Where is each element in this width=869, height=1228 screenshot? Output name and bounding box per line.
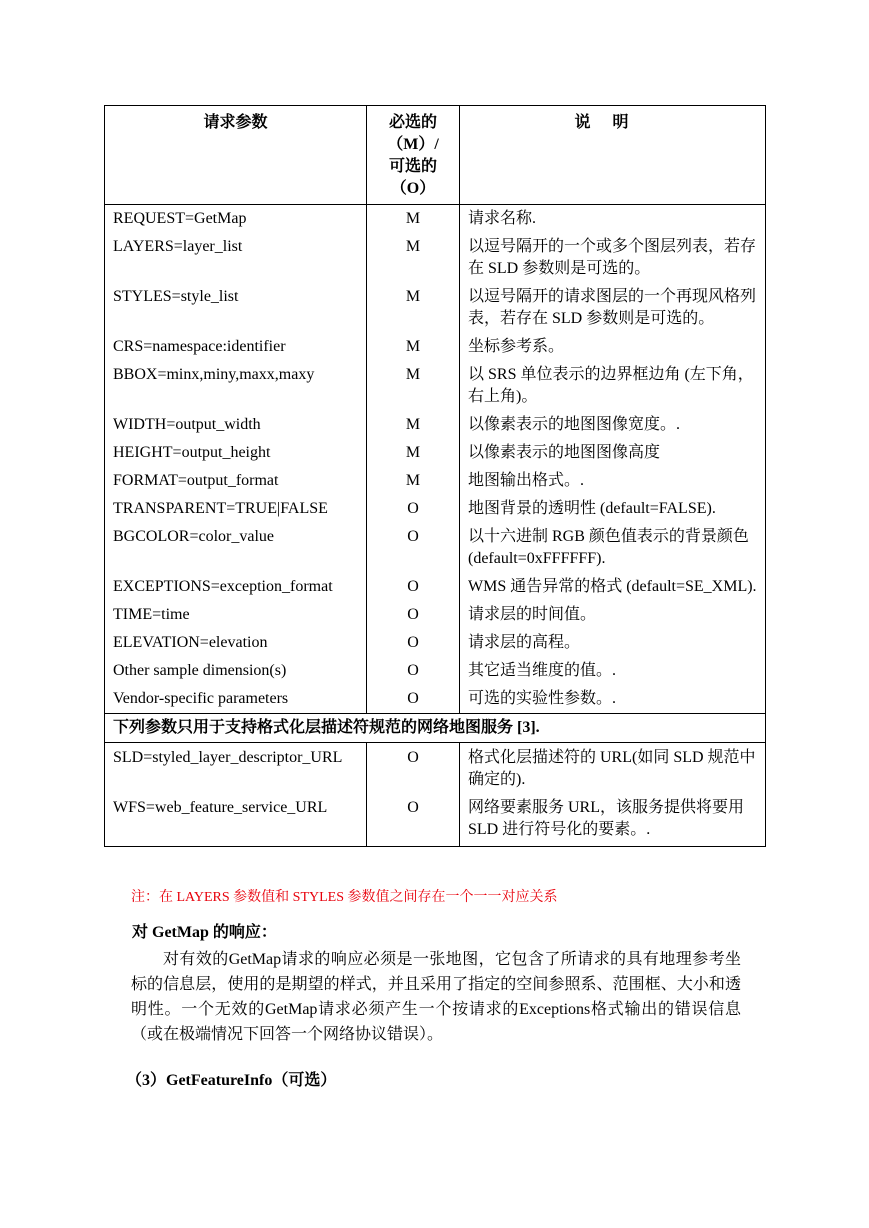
response-paragraph: 对有效的GetMap请求的响应必须是一张地图，它包含了所请求的具有地理参考坐标的信息层，使用的是期望的样式，并且采用了指定的空间参照系、范围框、大小和透明性。一个无效的GetMap请求必须产生一个按请求的Exceptions格式输出的错误信息（或在极端情况下回答一个网络协议错误）。 (131, 951, 741, 1043)
desc-cell: 以逗号隔开的请求图层的一个再现风格列表，若存在 SLD 参数则是可选的。 (460, 283, 766, 333)
mo-cell: O (367, 573, 460, 601)
mo-cell: O (367, 743, 460, 795)
getfeatureinfo-heading: （3）GetFeatureInfo（可选） (126, 1072, 337, 1089)
mo-cell: M (367, 205, 460, 234)
param-cell: BBOX=minx,miny,maxx,maxy (105, 361, 367, 411)
desc-cell: 其它适当维度的值。. (460, 657, 766, 685)
param-cell: TIME=time (105, 601, 367, 629)
desc-cell: 以 SRS 单位表示的边界框边角 (左下角，右上角)。 (460, 361, 766, 411)
desc-cell: 以逗号隔开的一个或多个图层列表，若存在 SLD 参数则是可选的。 (460, 233, 766, 283)
desc-cell: 请求层的高程。 (460, 629, 766, 657)
param-cell: REQUEST=GetMap (105, 205, 367, 234)
desc-cell: WMS 通告异常的格式 (default=SE_XML). (460, 573, 766, 601)
table-row (105, 495, 766, 523)
table-row (105, 657, 766, 685)
mo-cell: O (367, 657, 460, 685)
sld-section-label: 下列参数只用于支持格式化层描述符规范的网络地图服务 [3]. (105, 714, 766, 743)
param-cell: TRANSPARENT=TRUE|FALSE (105, 495, 367, 523)
table-row (105, 411, 766, 439)
table-row (105, 205, 766, 234)
header-request-parameter: 请求参数 (105, 106, 367, 205)
param-cell: ELEVATION=elevation (105, 629, 367, 657)
param-cell: HEIGHT=output_height (105, 439, 367, 467)
param-cell: SLD=styled_layer_descriptor_URL (105, 743, 367, 795)
mo-cell: O (367, 685, 460, 714)
table-row (105, 361, 766, 411)
desc-cell: 坐标参考系。 (460, 333, 766, 361)
mo-cell: M (367, 333, 460, 361)
desc-cell: 请求层的时间值。 (460, 601, 766, 629)
table-row (105, 743, 766, 795)
mo-cell: M (367, 283, 460, 333)
param-cell: STYLES=style_list (105, 283, 367, 333)
header-mandatory-optional (367, 106, 460, 205)
table-row (105, 283, 766, 333)
param-cell: WFS=web_feature_service_URL (105, 794, 367, 847)
param-cell: Vendor-specific parameters (105, 685, 367, 714)
response-heading: 对 GetMap 的响应： (132, 924, 277, 941)
mo-cell: M (367, 233, 460, 283)
table-row (105, 685, 766, 714)
desc-cell: 地图背景的透明性 (default=FALSE). (460, 495, 766, 523)
table-row (105, 467, 766, 495)
section-row (105, 714, 766, 743)
getmap-parameters-table (104, 105, 766, 847)
mo-cell: O (367, 794, 460, 847)
table-note: 注：在 LAYERS 参数值和 STYLES 参数值之间存在一个一一对应关系 (131, 890, 558, 905)
header-mo-line: （O） (390, 180, 436, 197)
param-cell: LAYERS=layer_list (105, 233, 367, 283)
table-row (105, 573, 766, 601)
desc-cell: 以像素表示的地图图像高度 (460, 439, 766, 467)
header-mo-line: 可选的 (388, 158, 437, 175)
table-row (105, 523, 766, 573)
param-cell: BGCOLOR=color_value (105, 523, 367, 573)
param-cell: CRS=namespace:identifier (105, 333, 367, 361)
mo-cell: O (367, 601, 460, 629)
mo-cell: M (367, 467, 460, 495)
table-row (105, 439, 766, 467)
header-mo-line: 必选的 (388, 114, 437, 131)
table-row (105, 233, 766, 283)
header-mo-line: （M）/ (387, 136, 439, 153)
mo-cell: M (367, 411, 460, 439)
param-cell: FORMAT=output_format (105, 467, 367, 495)
table-row (105, 333, 766, 361)
header-description: 说明 (460, 106, 766, 205)
desc-cell: 网络要素服务 URL，该服务提供将要用 SLD 进行符号化的要素。. (460, 794, 766, 847)
param-cell: EXCEPTIONS=exception_format (105, 573, 367, 601)
table-row (105, 629, 766, 657)
mo-cell: O (367, 495, 460, 523)
desc-cell: 请求名称. (460, 205, 766, 234)
desc-cell: 可选的实验性参数。. (460, 685, 766, 714)
desc-cell: 地图输出格式。. (460, 467, 766, 495)
mo-cell: O (367, 523, 460, 573)
param-cell: Other sample dimension(s) (105, 657, 367, 685)
table-row (105, 601, 766, 629)
mo-cell: M (367, 361, 460, 411)
table-header-row (105, 106, 766, 205)
param-cell: WIDTH=output_width (105, 411, 367, 439)
table-row (105, 794, 766, 847)
desc-cell: 以像素表示的地图图像宽度。. (460, 411, 766, 439)
desc-cell: 以十六进制 RGB 颜色值表示的背景颜色(default=0xFFFFFF). (460, 523, 766, 573)
desc-cell: 格式化层描述符的 URL(如同 SLD 规范中确定的). (460, 743, 766, 795)
mo-cell: O (367, 629, 460, 657)
mo-cell: M (367, 439, 460, 467)
